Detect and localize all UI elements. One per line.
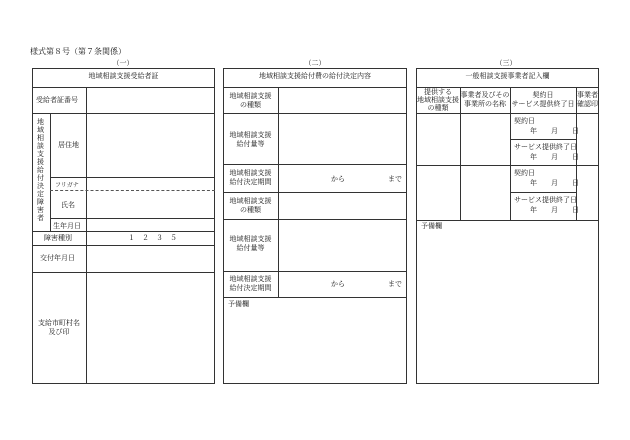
column-header-service-type-line1: 提供する	[424, 88, 452, 96]
form-number-label: 様式第８号（第７条関係）	[30, 47, 126, 56]
section-two-number: （二）	[304, 59, 326, 67]
divider	[50, 218, 215, 219]
divider	[416, 113, 599, 114]
divider	[223, 271, 407, 272]
issue-date-label: 交付年月日	[40, 254, 75, 262]
divider	[86, 245, 87, 384]
row1-end-date-ymd: 年 月 日	[530, 153, 579, 161]
benefit-amount-label-1-line1: 地域相談支援	[229, 131, 272, 139]
divider	[223, 297, 407, 298]
decision-period-label-2-line1: 地域相談支援	[229, 275, 272, 283]
decision-period-label-1-line2: 給付決定期間	[229, 178, 272, 186]
divider	[416, 220, 599, 221]
divider	[223, 113, 407, 114]
municipality-label-line1: 支給市町村名	[38, 319, 80, 327]
certificate-title: 地域相談支援受給者証	[88, 72, 159, 80]
address-label: 居住地	[58, 141, 79, 149]
period-until-text-2: まで	[388, 280, 402, 288]
remarks-label-panel3: 予備欄	[421, 222, 442, 230]
municipality-label-line2: 及び印	[48, 328, 70, 336]
disability-type-options: １ ２ ３ ５	[128, 234, 177, 242]
benefit-decision-title: 地域相談支援給付費の給付決定内容	[259, 72, 371, 80]
row1-contract-date-label: 契約日	[514, 117, 535, 125]
column-header-service-type-line3: の種類	[427, 104, 449, 112]
divider	[32, 113, 215, 114]
divider	[223, 192, 407, 193]
row2-end-date-label: サービス提供終了日	[514, 196, 577, 204]
certificate-number-label: 受給者証番号	[36, 96, 78, 104]
row1-end-date-label: サービス提供終了日	[514, 143, 577, 151]
decision-period-label-1-line1: 地域相談支援	[229, 169, 272, 177]
decision-period-label-2-line2: 給付決定期間	[229, 284, 272, 292]
birth-date-label: 生年月日	[53, 222, 81, 230]
divider	[510, 139, 576, 140]
column-header-contract-date-line2: サービス提供終了日	[511, 100, 575, 108]
divider	[510, 192, 576, 193]
column-header-confirmation-seal-line1: 事業者	[577, 91, 598, 99]
benefit-amount-label-2-line1: 地域相談支援	[229, 235, 272, 243]
divider	[223, 219, 407, 220]
provider-entry-panel-frame	[416, 68, 599, 384]
column-header-provider-name-line1: 事業者及びその	[460, 91, 510, 99]
divider	[86, 113, 87, 231]
column-header-contract-date-line1: 契約日	[532, 91, 554, 99]
divider	[416, 165, 599, 166]
divider	[50, 177, 215, 178]
row1-contract-date-ymd: 年 月 日	[530, 127, 579, 135]
benefit-amount-label-2-line2: 給付量等	[236, 244, 265, 252]
service-type-label-1-line1: 地域相談支援	[229, 92, 272, 100]
service-type-label-2-line2: の種類	[240, 206, 261, 214]
divider	[32, 272, 215, 273]
benefit-decision-panel-frame	[223, 68, 407, 384]
row2-end-date-ymd: 年 月 日	[530, 206, 579, 214]
period-until-text-1: まで	[388, 175, 402, 183]
column-header-confirmation-seal	[576, 91, 599, 109]
column-header-provider-name	[460, 91, 510, 109]
disability-type-label: 障害種別	[44, 234, 72, 242]
column-header-service-type	[416, 88, 460, 112]
divider	[32, 231, 215, 232]
divider	[86, 87, 87, 113]
divider	[32, 87, 215, 88]
provider-entry-title: 一般相談支援事業者記入欄	[465, 72, 550, 80]
divider	[50, 113, 51, 231]
section-one-number: （一）	[112, 59, 134, 67]
row2-contract-date-label: 契約日	[514, 169, 535, 177]
furigana-label: フリガナ	[55, 182, 79, 189]
remarks-label-panel2: 予備欄	[228, 300, 249, 308]
divider	[223, 87, 407, 88]
name-label: 氏名	[61, 201, 75, 209]
divider	[86, 231, 87, 245]
benefit-amount-label-1-line2: 給付量等	[236, 140, 265, 148]
column-header-confirmation-seal-line2: 確認印	[577, 100, 598, 108]
beneficiary-vertical-label: 地域相談支援給付決定障害者	[37, 118, 44, 222]
service-type-label-2-line1: 地域相談支援	[229, 197, 272, 205]
section-three-number: （三）	[495, 59, 517, 67]
service-type-label-1-line2: の種類	[240, 101, 261, 109]
period-from-text-2: から	[331, 280, 345, 288]
column-header-service-type-line2: 地域相談支援	[417, 96, 459, 104]
row2-contract-date-ymd: 年 月 日	[530, 179, 579, 187]
period-from-text-1: から	[331, 175, 345, 183]
column-header-contract-dates	[510, 91, 576, 109]
divider	[223, 164, 407, 165]
divider	[32, 245, 215, 246]
column-header-provider-name-line2: 事業所の名称	[464, 100, 506, 108]
divider	[50, 190, 215, 191]
